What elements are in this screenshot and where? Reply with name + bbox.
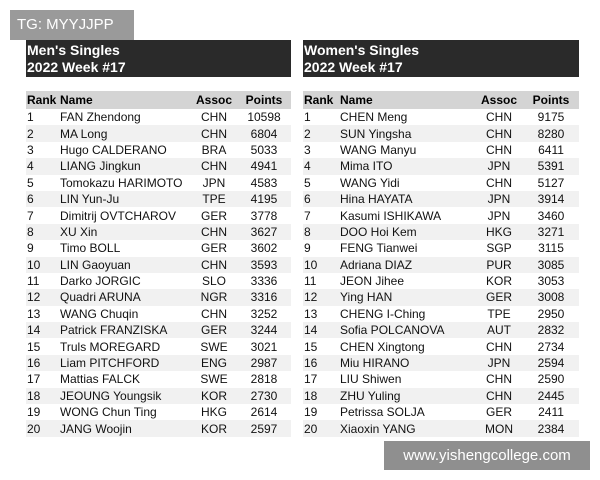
cell-assoc: CHN [191,224,237,240]
cell-points: 3336 [250,274,278,289]
womens-ranking-rows [303,109,579,437]
table-row [26,322,291,338]
cell-assoc: GER [191,322,237,338]
table-row [303,388,579,404]
cell-rank: 14 [26,322,59,338]
cell-points: 10598 [247,110,281,125]
cell-points: 9175 [537,110,565,125]
table-row [303,224,579,240]
table-row [26,109,291,125]
cell-name: LIANG Jingkun [59,158,191,174]
cell-rank: 10 [26,257,59,273]
table-row [26,355,291,371]
cell-points: 8280 [523,125,579,141]
cell-rank: 11 [27,274,40,289]
mens-ranking-table [26,91,291,437]
cell-name: JEON Jihee [340,274,405,289]
cell-name: JEOUNG Youngsik [59,388,191,404]
column-header-points: Points [237,91,291,109]
column-header-points: Points [523,91,579,109]
table-row [303,257,579,273]
cell-name: DOO Hoi Kem [339,224,475,240]
womens-singles-header [303,40,579,77]
cell-name: Truls MOREGARD [60,339,161,354]
cell-points: 2734 [537,339,565,354]
cell-assoc: MON [475,420,523,436]
cell-rank: 19 [304,405,318,420]
cell-points: 3914 [523,191,579,207]
mens-singles-header [26,40,291,77]
table-row [26,257,291,273]
cell-name: WANG Manyu [340,142,417,157]
table-row [26,158,291,174]
cell-rank: 11 [304,274,317,289]
cell-points: 6804 [237,125,291,141]
cell-assoc: KOR [191,388,237,404]
table-row [26,207,291,223]
cell-assoc: JPN [202,175,226,190]
cell-assoc: CHN [201,110,227,125]
mens-ranking-rows [26,109,291,437]
cell-name: Xiaoxin YANG [339,420,475,436]
cell-assoc: CHN [486,339,512,354]
table-row [303,125,579,141]
cell-name: Hugo CALDERANO [60,142,167,157]
cell-name: Petrissa SOLJA [340,405,425,420]
cell-name: Quadri ARUNA [59,289,191,305]
cell-rank: 16 [303,355,339,371]
table-row [26,371,291,387]
cell-name: WANG Chuqin [60,306,139,321]
cell-name: XU Xin [59,224,191,240]
column-header-name: Name [339,91,475,109]
table-row [26,224,291,240]
cell-name: Adriana DIAZ [339,257,475,273]
cell-points: 5391 [523,158,579,174]
table-row [26,125,291,141]
table-row [26,240,291,256]
cell-name: CHEN Meng [340,110,408,125]
cell-name: Timo BOLL [60,241,121,256]
cell-assoc: ENG [191,355,237,371]
cell-name: Patrick FRANZISKA [59,322,191,338]
table-row [26,142,291,158]
cell-points: 3008 [523,289,579,305]
cell-assoc: AUT [475,322,523,338]
column-header-assoc: Assoc [191,91,237,109]
cell-name: ZHU Yuling [339,388,475,404]
cell-assoc: JPN [475,191,523,207]
cell-points: 2950 [537,306,565,321]
cell-points: 3053 [537,274,565,289]
cell-assoc: CHN [486,110,512,125]
cell-rank: 17 [304,372,318,387]
cell-rank: 17 [27,372,41,387]
cell-rank: 10 [303,257,339,273]
cell-rank: 12 [26,289,59,305]
cell-assoc: CHN [475,125,523,141]
cell-rank: 16 [26,355,59,371]
cell-assoc: CHN [191,257,237,273]
site-watermark: www.yishengcollege.com [384,441,590,470]
cell-points: 3021 [250,339,278,354]
cell-assoc: SWE [200,372,228,387]
table-row [303,371,579,387]
cell-points: 2730 [237,388,291,404]
cell-rank: 8 [303,224,339,240]
cell-assoc: HKG [475,224,523,240]
cell-points: 3627 [237,224,291,240]
cell-rank: 1 [304,110,311,125]
table-row [26,289,291,305]
cell-assoc: CHN [475,388,523,404]
cell-rank: 13 [304,306,318,321]
cell-name: FAN Zhendong [60,110,141,125]
table-row [26,273,291,289]
cell-points: 4941 [237,158,291,174]
cell-assoc: HKG [200,405,227,420]
cell-points: 2590 [537,372,565,387]
cell-points: 3252 [250,306,278,321]
table-header-row [303,91,579,109]
cell-points: 2384 [523,420,579,436]
cell-name: Mima ITO [339,158,475,174]
cell-rank: 2 [26,125,59,141]
column-header-name: Name [59,91,191,109]
cell-assoc: GER [485,405,512,420]
cell-rank: 3 [27,142,34,157]
cell-rank: 20 [26,420,59,436]
cell-assoc: SLO [201,274,226,289]
womens-ranking-table [303,91,579,437]
cell-assoc: GER [200,208,227,223]
cell-assoc: KOR [485,274,512,289]
table-row [26,175,291,191]
cell-points: 2594 [523,355,579,371]
cell-assoc: CHN [191,125,237,141]
table-header-row [26,91,291,109]
cell-assoc: GER [475,289,523,305]
cell-points: 3271 [523,224,579,240]
cell-assoc: NGR [191,289,237,305]
cell-points: 3460 [537,208,565,223]
womens-singles-week: 2022 Week #17 [304,59,403,75]
cell-assoc: CHN [486,372,512,387]
cell-rank: 3 [304,142,311,157]
cell-assoc: PUR [475,257,523,273]
cell-rank: 7 [304,208,311,223]
cell-rank: 12 [303,289,339,305]
cell-rank: 9 [304,241,311,256]
cell-assoc: JPN [487,208,511,223]
column-header-assoc: Assoc [475,91,523,109]
cell-name: CHENG I-Ching [340,306,426,321]
cell-name: Tomokazu HARIMOTO [60,175,183,190]
table-row [303,175,579,191]
mens-singles-panel [26,40,291,437]
cell-name: CHEN Xingtong [340,339,425,354]
cell-assoc: CHN [486,142,512,157]
cell-rank: 20 [303,420,339,436]
cell-points: 3085 [523,257,579,273]
cell-points: 4583 [250,175,278,190]
cell-rank: 5 [304,175,311,190]
cell-assoc: SWE [200,339,228,354]
cell-rank: 18 [303,388,339,404]
cell-rank: 9 [27,241,34,256]
cell-name: LIN Gaoyuan [59,257,191,273]
cell-points: 2411 [538,405,564,420]
cell-name: Miu HIRANO [339,355,475,371]
womens-singles-title: Women's Singles [304,42,420,58]
cell-assoc: GER [200,241,227,256]
cell-name: Mattias FALCK [60,372,141,387]
table-row [303,355,579,371]
table-row [26,306,291,322]
cell-name: Darko JORGIC [60,274,141,289]
cell-rank: 13 [27,306,41,321]
table-row [303,338,579,354]
table-row [303,273,579,289]
cell-rank: 8 [26,224,59,240]
table-row [26,338,291,354]
cell-rank: 4 [303,158,339,174]
cell-points: 3115 [538,241,564,256]
womens-singles-panel [303,40,579,437]
cell-name: Hina HAYATA [339,191,475,207]
cell-name: LIU Shiwen [340,372,402,387]
table-row [303,404,579,420]
cell-points: 2597 [237,420,291,436]
table-row [303,306,579,322]
cell-assoc: TPE [191,191,237,207]
cell-rank: 14 [303,322,339,338]
table-row [303,207,579,223]
cell-rank: 6 [303,191,339,207]
cell-points: 2614 [250,405,278,420]
cell-assoc: TPE [487,306,511,321]
cell-points: 3778 [250,208,278,223]
cell-assoc: CHN [201,306,227,321]
table-row [303,289,579,305]
cell-rank: 15 [304,339,318,354]
table-row [303,191,579,207]
cell-rank: 7 [27,208,34,223]
column-header-rank: Rank [26,91,59,109]
table-row [303,322,579,338]
cell-assoc: KOR [191,420,237,436]
cell-name: Ying HAN [339,289,475,305]
cell-rank: 4 [26,158,59,174]
cell-points: 2832 [523,322,579,338]
cell-rank: 2 [303,125,339,141]
column-header-rank: Rank [303,91,339,109]
cell-name: LIN Yun-Ju [59,191,191,207]
cell-points: 3316 [237,289,291,305]
cell-name: SUN Yingsha [339,125,475,141]
table-row [26,191,291,207]
cell-points: 5033 [250,142,278,157]
cell-name: Sofia POLCANOVA [339,322,475,338]
cell-assoc: SGP [486,241,512,256]
cell-assoc: JPN [475,158,523,174]
cell-points: 4195 [237,191,291,207]
table-row [26,388,291,404]
cell-points: 2818 [250,372,278,387]
table-row [303,240,579,256]
cell-assoc: BRA [201,142,227,157]
cell-name: MA Long [59,125,191,141]
cell-assoc: JPN [475,355,523,371]
cell-rank: 19 [27,405,41,420]
tg-badge: TG: MYYJJPP [10,10,134,40]
table-row [303,109,579,125]
cell-assoc: CHN [486,175,512,190]
mens-singles-title: Men's Singles [27,42,120,58]
cell-rank: 6 [26,191,59,207]
cell-name: Kasumi ISHIKAWA [340,208,442,223]
cell-points: 3602 [250,241,278,256]
table-row [26,420,291,436]
cell-rank: 18 [26,388,59,404]
cell-name: Liam PITCHFORD [59,355,191,371]
cell-name: JANG Woojin [59,420,191,436]
cell-rank: 5 [27,175,34,190]
mens-singles-week: 2022 Week #17 [27,59,126,75]
cell-rank: 15 [27,339,41,354]
cell-name: Dimitrij OVTCHAROV [60,208,176,223]
cell-assoc: CHN [191,158,237,174]
cell-points: 5127 [537,175,565,190]
table-row [26,404,291,420]
cell-rank: 1 [27,110,34,125]
cell-points: 2445 [523,388,579,404]
table-row [303,420,579,436]
cell-points: 6411 [538,142,564,157]
cell-points: 2987 [237,355,291,371]
cell-name: WANG Yidi [340,175,400,190]
cell-name: WONG Chun Ting [60,405,157,420]
cell-points: 3244 [237,322,291,338]
table-row [303,158,579,174]
cell-name: FENG Tianwei [340,241,418,256]
table-row [303,142,579,158]
cell-points: 3593 [237,257,291,273]
